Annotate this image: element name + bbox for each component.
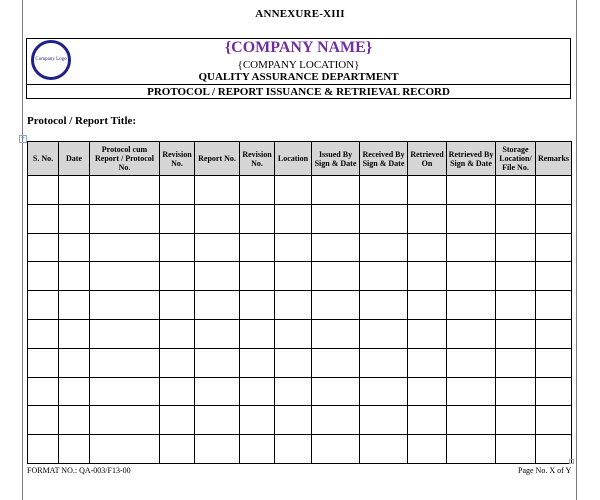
table-cell[interactable] (28, 435, 59, 464)
table-cell[interactable] (195, 406, 240, 435)
table-cell[interactable] (240, 348, 275, 377)
table-cell[interactable] (360, 319, 408, 348)
format-number: FORMAT NO.: QA-003/F13-00 (27, 466, 131, 475)
table-cell[interactable] (275, 319, 312, 348)
table-row (28, 435, 572, 464)
table-cell[interactable] (408, 406, 447, 435)
table-cell[interactable] (360, 435, 408, 464)
table-cell[interactable] (360, 233, 408, 262)
table-cell[interactable] (90, 176, 160, 205)
table-cell[interactable] (496, 291, 536, 320)
table-cell[interactable] (240, 377, 275, 406)
table-cell[interactable] (536, 435, 572, 464)
table-cell[interactable] (496, 435, 536, 464)
table-cell[interactable] (275, 233, 312, 262)
table-cell[interactable] (360, 406, 408, 435)
table-cell[interactable] (447, 204, 496, 233)
page-left-border (22, 0, 23, 500)
table-cell[interactable] (195, 176, 240, 205)
table-row (28, 262, 572, 291)
table-cell[interactable] (160, 176, 195, 205)
table-cell[interactable] (59, 176, 90, 205)
column-header: Storage Location/ File No. (496, 142, 536, 176)
table-cell[interactable] (240, 176, 275, 205)
table-cell[interactable] (90, 204, 160, 233)
table-cell[interactable] (59, 348, 90, 377)
table-cell[interactable] (240, 204, 275, 233)
table-cell[interactable] (408, 348, 447, 377)
table-cell[interactable] (28, 176, 59, 205)
table-cell[interactable] (447, 348, 496, 377)
table-cell[interactable] (360, 377, 408, 406)
table-cell[interactable] (195, 262, 240, 291)
table-body (28, 176, 572, 464)
table-cell[interactable] (360, 291, 408, 320)
table-cell[interactable] (536, 319, 572, 348)
table-cell[interactable] (536, 233, 572, 262)
table-row (28, 406, 572, 435)
table-cell[interactable] (28, 406, 59, 435)
table-cell[interactable] (195, 319, 240, 348)
column-header: Protocol cum Report / Protocol No. (90, 142, 160, 176)
table-cell[interactable] (408, 435, 447, 464)
table-cell[interactable] (275, 435, 312, 464)
table-cell[interactable] (275, 204, 312, 233)
table-cell[interactable] (28, 262, 59, 291)
table-cell[interactable] (90, 348, 160, 377)
table-cell[interactable] (408, 291, 447, 320)
table-cell[interactable] (195, 233, 240, 262)
table-row (28, 348, 572, 377)
table-cell[interactable] (496, 348, 536, 377)
table-cell[interactable] (360, 262, 408, 291)
table-cell[interactable] (536, 348, 572, 377)
table-cell[interactable] (275, 348, 312, 377)
table-cell[interactable] (59, 319, 90, 348)
table-cell[interactable] (160, 435, 195, 464)
table-cell[interactable] (275, 176, 312, 205)
table-cell[interactable] (28, 348, 59, 377)
table-cell[interactable] (275, 291, 312, 320)
table-cell[interactable] (240, 406, 275, 435)
table-cell[interactable] (360, 204, 408, 233)
table-cell[interactable] (447, 377, 496, 406)
table-cell[interactable] (312, 204, 360, 233)
table-cell[interactable] (496, 204, 536, 233)
table-cell[interactable] (536, 204, 572, 233)
table-cell[interactable] (59, 406, 90, 435)
table-row (28, 319, 572, 348)
table-cell[interactable] (408, 204, 447, 233)
column-header: Retrieved By Sign & Date (447, 142, 496, 176)
table-cell[interactable] (275, 377, 312, 406)
table-cell[interactable] (447, 435, 496, 464)
table-cell[interactable] (408, 233, 447, 262)
table-cell[interactable] (195, 435, 240, 464)
table-cell[interactable] (536, 262, 572, 291)
page-right-border (576, 0, 577, 500)
table-row (28, 204, 572, 233)
column-header: Received By Sign & Date (360, 142, 408, 176)
table-cell[interactable] (312, 348, 360, 377)
table-cell[interactable] (360, 176, 408, 205)
table-cell[interactable] (195, 204, 240, 233)
company-name: {COMPANY NAME} (224, 39, 373, 56)
table-cell[interactable] (195, 377, 240, 406)
column-header: Remarks (536, 142, 572, 176)
column-header: Date (59, 142, 90, 176)
text-boundary-marker (569, 459, 574, 464)
company-header-box (26, 38, 571, 99)
page-number: Page No. X of Y (518, 466, 572, 475)
column-header: Report No. (195, 142, 240, 176)
table-cell[interactable] (360, 348, 408, 377)
table-cell[interactable] (59, 377, 90, 406)
annexure-heading: ANNEXURE-XIII (255, 8, 345, 20)
table-cell[interactable] (90, 319, 160, 348)
table-cell[interactable] (59, 204, 90, 233)
table-cell[interactable] (496, 377, 536, 406)
table-cell[interactable] (447, 406, 496, 435)
table-cell[interactable] (195, 348, 240, 377)
table-cell[interactable] (240, 435, 275, 464)
table-cell[interactable] (90, 262, 160, 291)
table-cell[interactable] (160, 406, 195, 435)
table-cell[interactable] (90, 291, 160, 320)
table-cell[interactable] (312, 406, 360, 435)
table-cell[interactable] (28, 233, 59, 262)
table-row (28, 176, 572, 205)
column-header: Retrieved On (408, 142, 447, 176)
table-cell[interactable] (275, 406, 312, 435)
table-cell[interactable] (59, 233, 90, 262)
table-row (28, 233, 572, 262)
table-cell[interactable] (90, 233, 160, 262)
company-logo-text: Company Logo (35, 57, 67, 62)
table-cell[interactable] (536, 377, 572, 406)
column-header: Revision No. (240, 142, 275, 176)
column-header: Location (275, 142, 312, 176)
table-cell[interactable] (160, 319, 195, 348)
protocol-title-label: Protocol / Report Title: (27, 115, 137, 127)
table-cell[interactable] (408, 319, 447, 348)
table-row (28, 291, 572, 320)
table-cell[interactable] (447, 291, 496, 320)
table-cell[interactable] (408, 377, 447, 406)
table-cell[interactable] (160, 291, 195, 320)
table-cell[interactable] (240, 291, 275, 320)
table-cell[interactable] (160, 262, 195, 291)
table-cell[interactable] (160, 233, 195, 262)
table-cell[interactable] (240, 319, 275, 348)
table-move-handle-icon[interactable]: + (20, 135, 26, 142)
table-cell[interactable] (90, 406, 160, 435)
table-cell[interactable] (408, 176, 447, 205)
table-cell[interactable] (160, 377, 195, 406)
table-cell[interactable] (59, 291, 90, 320)
table-cell[interactable] (496, 319, 536, 348)
table-cell[interactable] (496, 176, 536, 205)
table-cell[interactable] (496, 262, 536, 291)
table-cell[interactable] (312, 291, 360, 320)
table-cell[interactable] (28, 377, 59, 406)
table-cell[interactable] (312, 176, 360, 205)
table-cell[interactable] (447, 262, 496, 291)
column-header: Issued By Sign & Date (312, 142, 360, 176)
table-cell[interactable] (160, 348, 195, 377)
record-table (27, 141, 572, 464)
column-header: S. No. (28, 142, 59, 176)
table-cell[interactable] (447, 233, 496, 262)
table-cell[interactable] (312, 262, 360, 291)
table-cell[interactable] (59, 435, 90, 464)
table-cell[interactable] (496, 233, 536, 262)
table-cell[interactable] (312, 435, 360, 464)
table-cell[interactable] (536, 291, 572, 320)
table-cell[interactable] (90, 377, 160, 406)
table-row (28, 377, 572, 406)
table-cell[interactable] (240, 233, 275, 262)
table-cell[interactable] (90, 435, 160, 464)
table-cell[interactable] (275, 262, 312, 291)
table-cell[interactable] (59, 262, 90, 291)
table-cell[interactable] (28, 319, 59, 348)
table-header-row (28, 142, 572, 176)
company-location: {COMPANY LOCATION} (237, 59, 360, 71)
table-cell[interactable] (240, 262, 275, 291)
table-cell[interactable] (496, 406, 536, 435)
table-cell[interactable] (28, 204, 59, 233)
table-cell[interactable] (536, 406, 572, 435)
table-cell[interactable] (28, 291, 59, 320)
table-cell[interactable] (447, 319, 496, 348)
table-cell[interactable] (312, 233, 360, 262)
table-cell[interactable] (312, 377, 360, 406)
record-title: PROTOCOL / REPORT ISSUANCE & RETRIEVAL RECORD (27, 84, 570, 99)
table-cell[interactable] (536, 176, 572, 205)
table-cell[interactable] (312, 319, 360, 348)
table-cell[interactable] (408, 262, 447, 291)
column-header: Revision No. (160, 142, 195, 176)
table-cell[interactable] (195, 291, 240, 320)
table-cell[interactable] (160, 204, 195, 233)
table-cell[interactable] (447, 176, 496, 205)
department-name: QUALITY ASSURANCE DEPARTMENT (198, 71, 399, 83)
